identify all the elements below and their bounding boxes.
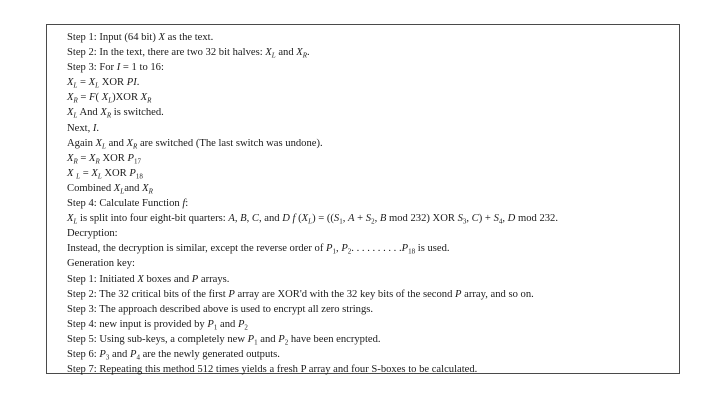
text-line: Step 3: For I = 1 to 16: — [67, 62, 164, 74]
text-line: Step 4: new input is provided by $P_1$ and $P_2$ — [67, 318, 248, 332]
text-line: Generation key: — [67, 258, 135, 270]
algorithm-box — [46, 24, 680, 374]
text-line: Step 4: Calculate Function f: — [67, 198, 189, 210]
text-line: Decryption: — [67, 228, 118, 240]
text-line: X $_L = X_L$ XOR $P_{18}$ — [67, 167, 143, 181]
text-line: Step 1: Initiated X boxes and P arrays. — [67, 273, 230, 285]
text-line: Step 2: In the text, there are two 32 bit halves: $X_L$ and $X_R$. — [67, 47, 310, 60]
text-line: $X_L$ And $X_R$ is switched. — [67, 107, 164, 120]
text-line: Step 7: Repeating this method 512 times yields a fresh P array and four S-boxes to be calculated. — [67, 364, 478, 376]
text-line: Step 2: The 32 critical bits of the first P array are XOR'd with the 32 key bits of the second P array, and so on. — [67, 288, 534, 300]
algorithm-lines — [67, 30, 675, 377]
text-line: Next, I. — [67, 122, 100, 134]
text-line: $X_R = X_R$ XOR $P_{17}$ — [67, 152, 141, 166]
text-line: $X_L = X_L$ XOR PI. — [67, 77, 140, 90]
text-line: Step 6: $P_3$ and $P_4$ are the newly generated outputs. — [67, 348, 280, 362]
text-line: Instead, the decryption is similar, except the reverse order of $P_1$, $P_2$. . . . . . . . . $.P_{18}$ is used. — [67, 243, 450, 256]
text-line: $X_L$ is split into four eight-bit quarters: A, B, C, and D f $(X_L) = ((S_1$, $A + S_2$, B mod 232) XOR $S_3$, $C) + S_4$, D mod 232. — [67, 213, 558, 226]
text-line: Step 3: The approach described above is used to encrypt all zero strings. — [67, 303, 374, 315]
text-line: $X_R = F$( $X_L)XOR$ $X_R$ — [67, 92, 152, 105]
text-line: Step 1: Input (64 bit) X as the text. — [67, 32, 214, 43]
text-line: Again $X_L$ and $X_R$ are switched (The last switch was undone). — [67, 137, 323, 151]
text-line: Combined $X_Land$ $X_R$ — [67, 182, 153, 196]
text-line: Step 5: Using sub-keys, a completely new $P_1$ and $P_2$ have been encrypted. — [67, 333, 381, 347]
